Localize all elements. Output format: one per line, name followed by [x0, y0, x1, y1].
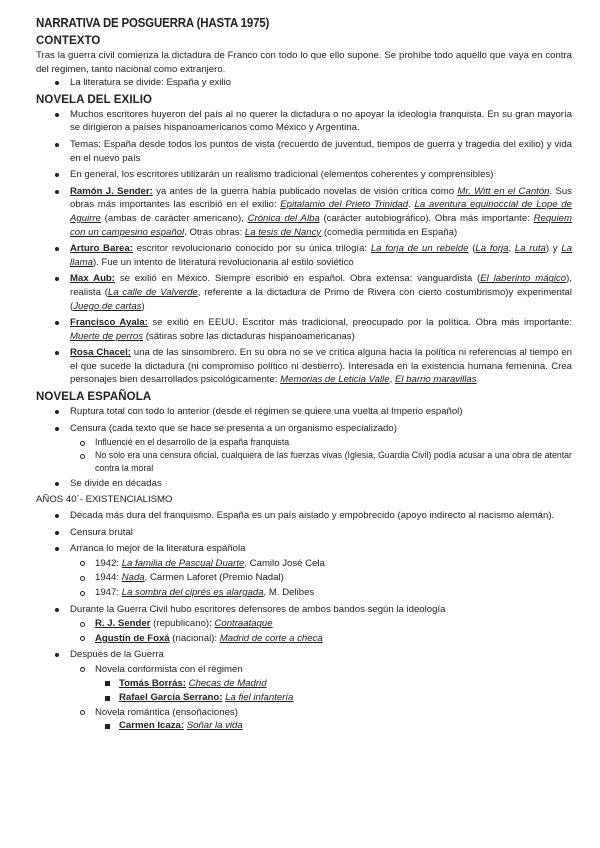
- bandos-sublist: [70, 617, 572, 645]
- list-item: Novela conformista con el régimen Tomás Borrás: Checas de Madrid Rafael García Serrano: La fiel infantería: [70, 663, 572, 705]
- list-item: Temas: España desde todos los puntos de vista (recuerdo de juventud, tiempos de guerra y tragedia del exilio) y vida en el nuevo país: [36, 138, 572, 165]
- anos40-list: [36, 509, 572, 733]
- work-title: Checas de Madrid: [188, 677, 267, 689]
- list-item: Década más dura del franquismo. España es un país aislado y empobrecido (apoyo indirecto al nacismo alemán).: [36, 509, 572, 523]
- list-item: No solo era una censura oficial, cualquiera de las fuerzas vivas (Iglesia, Guardia Civil) podía acusar a una obra de atentar contra la moral: [70, 449, 572, 473]
- list-item: Arranca lo mejor de la literatura española 1942: La familia de Pascual Duarte, Camilo José Cela 1944: Nada, Carmen Laforet (Premio Nadal) 1947: La sombra del ciprés es alargada, M. Delibes: [36, 542, 572, 599]
- anos40-heading: AÑOS 40´- EXISTENCIALISMO: [36, 494, 173, 506]
- author-name: Agustín de Foxá: [95, 632, 170, 644]
- author-name: Rosa Chacel:: [70, 347, 131, 359]
- posguerra-sublist: [70, 663, 572, 733]
- work-title: La sombra del ciprés es alargada: [121, 587, 264, 599]
- list-item: 1944: Nada, Carmen Laforet (Premio Nadal): [70, 571, 572, 585]
- work-title: Contraataque: [214, 618, 273, 630]
- list-item: [95, 691, 572, 705]
- author-name: R. J. Sender: [95, 618, 151, 630]
- work-title: Mr. Witt en el Cantón: [457, 185, 550, 197]
- work-title: Nada: [121, 572, 145, 584]
- work-title: Soñar la vida: [186, 720, 243, 732]
- exilio-list: [36, 108, 572, 387]
- list-item: 1947: La sombra del ciprés es alargada, M. Delibes: [70, 586, 572, 600]
- conformista-sublist: [95, 677, 572, 705]
- author-sender: Ramón J. Sender: ya antes de la guerra había publicado novelas de visión crítica como Mr. Witt en el Cantón. Sus obras más importantes las escribió en el exilio: Epitalamio del Prieto Trinidad. La aventura equinoccial de Lope de Aguirre (ambas de carácter americano), Crónica del Alba (carácter autobiográfico). Obra más importante: Requiem con un campesino español. Otras obras: La tesis de Nancy (comedia permitida en España): [36, 185, 572, 239]
- work-title: La llama: [70, 243, 572, 268]
- author-ayala: Francisco Ayala: se exilió en EEUU. Escritor más tradicional, preocupado por la política. Obra más importante: Muerte de perros (sátiras sobre las dictaduras hispanoamericanas): [36, 316, 572, 343]
- work-title: El barrio maravillas: [394, 374, 477, 386]
- espanola-heading: NOVELA ESPAÑOLA: [36, 391, 152, 404]
- author-aub: Max Aub: se exilió en México. Siempre escribió en español. Obra extensa: vanguardista (El laberinto mágico), realista (La calle de Valverde, referente a la dictadura de Primo de Rivera con cierto costumbrismo)y experimental (Juego de cartas): [36, 272, 572, 313]
- list-item: Novela romántica (ensoñaciones) Carmen Icaza: Soñar la vida: [70, 706, 572, 733]
- work-title: Crónica del Alba: [247, 212, 320, 224]
- work-title: La familia de Pascual Duarte: [121, 557, 245, 569]
- list-item: Ruptura total con todo lo anterior (desde el régimen se quiere una vuelta al Imperio español): [36, 405, 572, 419]
- work-title: Madrid de corte a checa: [219, 632, 323, 644]
- contexto-list: [36, 76, 572, 90]
- work-title: Juego de cartas: [73, 300, 142, 312]
- list-item: Se divide en décadas: [36, 477, 572, 491]
- author-name: Rafael García Serrano:: [119, 692, 223, 704]
- author-name: Tomás Borrás:: [119, 677, 186, 689]
- list-item: Censura (cada texto que se hace se presenta a un organismo especializado) Influencié en el desarrollo de la españa franquista No solo era una censura oficial, cualquiera de las fuerzas vivas (Iglesia, Guardia Civil) podía acusar a una obra de atentar contra la moral: [36, 422, 572, 474]
- list-item: Después de la Guerra Novela conformista con el régimen Tomás Borrás: Checas de Madrid Rafael García Serrano: La fiel infantería Novela romántica (ensoñaciones) Carmen Icaza: Soñar la vida: [36, 648, 572, 733]
- author-barea: Arturo Barea: escritor revolucionario conocido por su única trilogía: La forja de un rebelde (La forja, La ruta) y La llama). Fue un intento de literatura revolucionaria al estilo soviético: [36, 242, 572, 269]
- work-title: La fiel infantería: [225, 692, 294, 704]
- document-title: NARRATIVA DE POSGUERRA (HASTA 1975): [36, 16, 270, 30]
- exilio-heading: NOVELA DEL EXILIO: [36, 93, 153, 106]
- work-title: La forja de un rebelde: [370, 243, 469, 255]
- list-item: R. J. Sender (republicano): Contraataque: [70, 617, 572, 631]
- list-item: Muchos escritores huyeron del país al no querer la dictadura o no apoyar la ideología franquista. En su gran mayoría se dirigieron a países hispanoamericanos como México y Argentina.: [36, 108, 572, 135]
- list-item: Influencié en el desarrollo de la españa franquista: [70, 436, 572, 448]
- list-item: La literatura se divide: España y exilio: [36, 76, 572, 90]
- work-title: Epitalamio del Prieto Trinidad: [280, 199, 409, 211]
- list-item: Censura brutal: [36, 526, 572, 540]
- list-item: Agustín de Foxá (nacional): Madrid de corte a checa: [70, 632, 572, 646]
- censura-sublist: [70, 436, 572, 474]
- contexto-paragraph: Tras la guerra civil comienza la dictadura de Franco con todo lo que ello supone. Se prohíbe todo aquello que vaya en contra del régimen, tanto nacional como extranjero.: [36, 50, 572, 75]
- contexto-heading: CONTEXTO: [36, 35, 101, 47]
- espanola-list: [36, 405, 572, 490]
- work-title: El laberinto mágico: [480, 273, 567, 285]
- work-title: Memorias de Leticia Valle: [280, 374, 390, 386]
- author-name: Carmen Icaza:: [119, 720, 185, 732]
- author-name: Max Aub:: [70, 273, 115, 285]
- work-title: Requiem con un campesino español: [70, 212, 572, 238]
- years-sublist: [70, 557, 572, 600]
- work-title: La forja: [475, 243, 509, 255]
- list-item: En general, los escritores utilizarán un realismo tradicional (elementos coherentes y comprensibles): [36, 168, 572, 182]
- list-item: [95, 719, 572, 733]
- author-name: Francisco Ayala:: [70, 317, 148, 329]
- work-title: La tesis de Nancy: [244, 226, 322, 238]
- work-title: La ruta: [514, 243, 546, 255]
- author-name: Ramón J. Sender:: [70, 185, 153, 197]
- author-chacel: Rosa Chacel: una de las sinsombrero. En su obra no se ve crítica alguna hacia la política ni referencias al tiempo en el que sucede la dictadura (ni compromiso político ni destierro). Interesada en la existencia humana femenina. Crea personajes bien desarrollados psicológicamente: Memorias de Leticia Valle, El barrio maravillas: [36, 346, 572, 387]
- work-title: La aventura equinoccial de Lope de Aguirre: [70, 199, 572, 224]
- author-name: Arturo Barea:: [70, 243, 133, 255]
- work-title: Muerte de perros: [70, 330, 144, 342]
- list-item: Durante la Guerra Civil hubo escritores defensores de ambos bandos según la ideología R. J. Sender (republicano): Contraataque Agustín de Foxá (nacional): Madrid de corte a checa: [36, 603, 572, 646]
- list-item: 1942: La familia de Pascual Duarte, Camilo José Cela: [70, 557, 572, 571]
- list-item: [95, 677, 572, 691]
- work-title: La calle de Valverde: [107, 286, 198, 298]
- romantica-sublist: [95, 719, 572, 733]
